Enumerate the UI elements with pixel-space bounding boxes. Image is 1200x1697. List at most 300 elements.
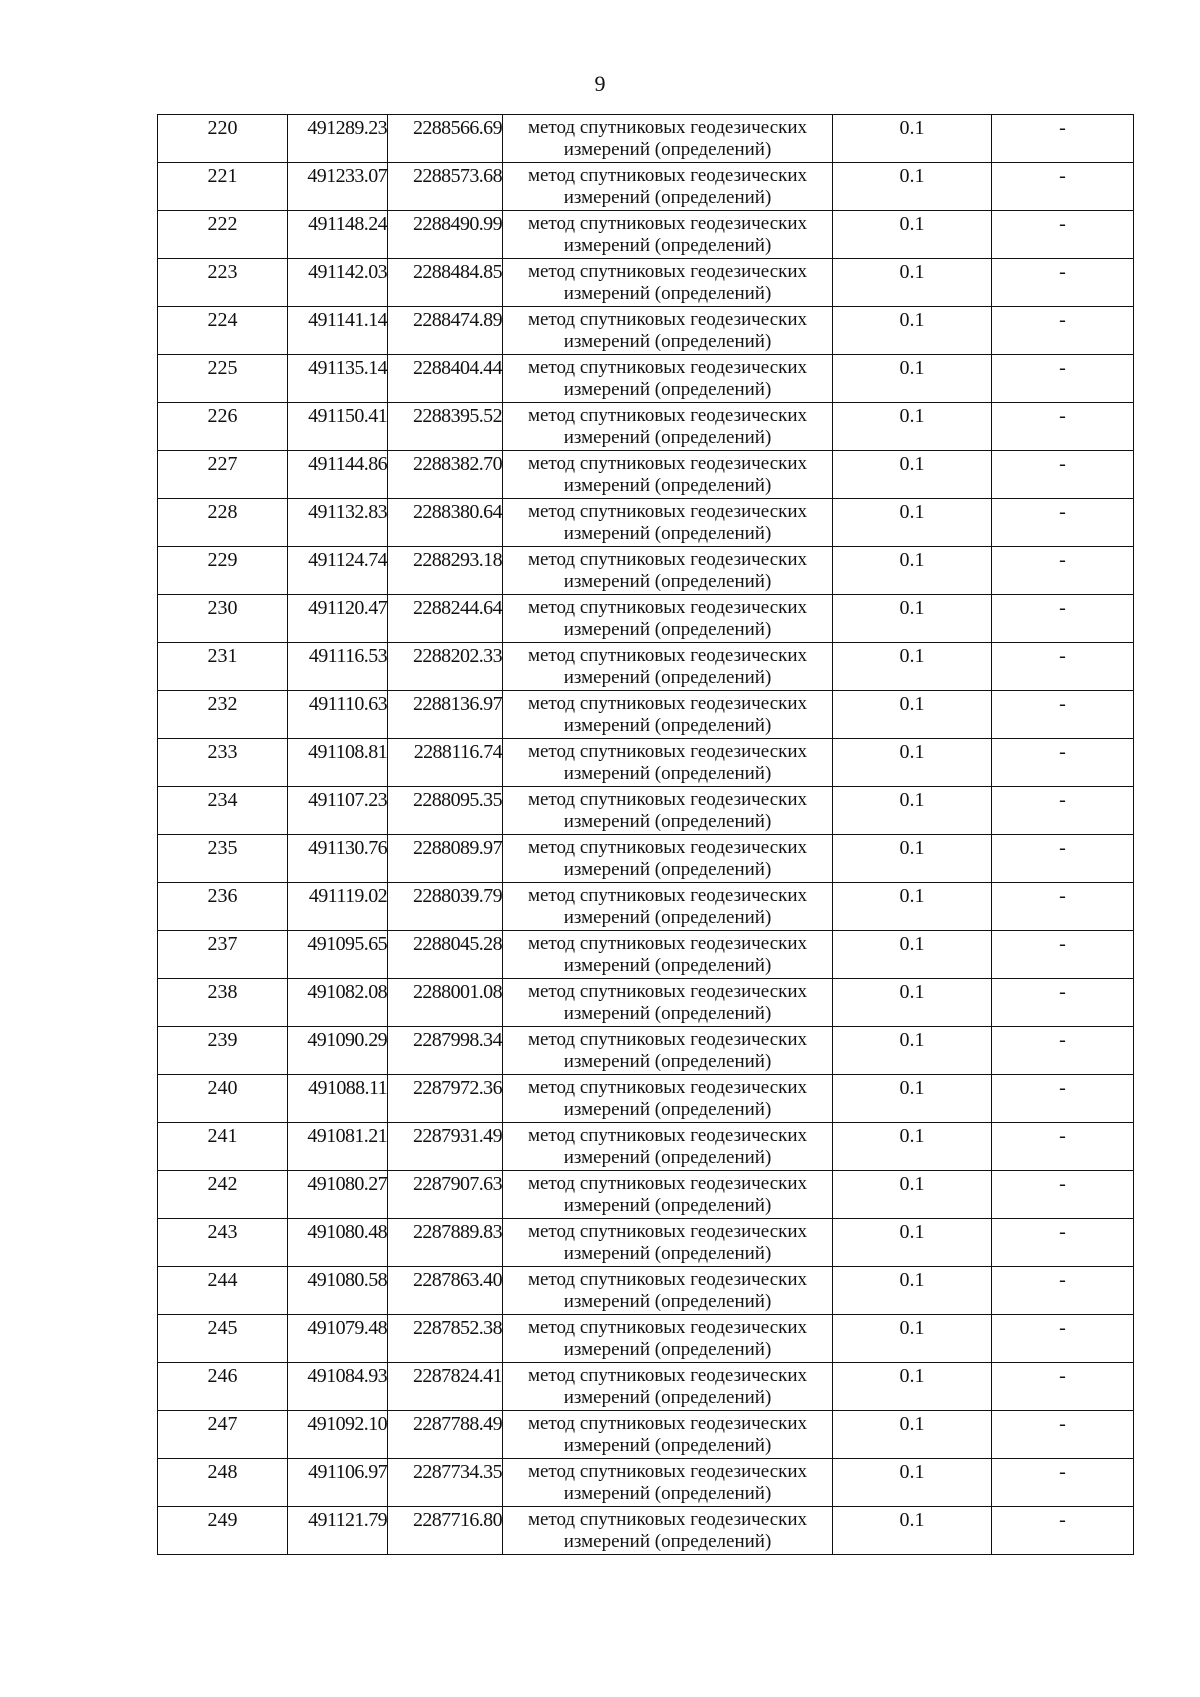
- accuracy-cell: [833, 1267, 992, 1315]
- note-cell: [992, 931, 1134, 979]
- method-cell: [503, 163, 833, 211]
- note-cell: [992, 1459, 1134, 1507]
- method-cell: [503, 403, 833, 451]
- x-coordinate-cell: [288, 787, 388, 835]
- note-cell-text: -: [1059, 549, 1066, 571]
- method-line2: измерений (определений): [563, 1339, 772, 1360]
- x-coordinate-cell: [288, 163, 388, 211]
- note-cell-text: -: [1059, 453, 1066, 475]
- x-coordinate-cell: [288, 643, 388, 691]
- method-line1: метод спутниковых геодезических: [527, 885, 808, 906]
- y-coordinate-cell-text: 2288404.44: [412, 357, 502, 379]
- note-cell: [992, 1411, 1134, 1459]
- note-cell: [992, 163, 1134, 211]
- note-cell: [992, 1315, 1134, 1363]
- accuracy-cell-text: 0.1: [899, 501, 925, 523]
- note-cell-text: -: [1059, 1317, 1066, 1339]
- method-cell: [503, 787, 833, 835]
- point-number-cell: [158, 307, 288, 355]
- note-cell-text: -: [1059, 1029, 1066, 1051]
- point-number-cell: [158, 1507, 288, 1555]
- point-number-cell-text: 223: [207, 261, 238, 283]
- x-coordinate-cell-text: 491110.63: [308, 693, 387, 715]
- y-coordinate-cell: [388, 691, 503, 739]
- point-number-cell: [158, 1411, 288, 1459]
- note-cell: [992, 691, 1134, 739]
- method-line1: метод спутниковых геодезических: [527, 549, 808, 570]
- y-coordinate-cell: [388, 835, 503, 883]
- method-line1: метод спутниковых геодезических: [527, 837, 808, 858]
- point-number-cell-text: 241: [207, 1125, 238, 1147]
- point-number-cell-text: 226: [207, 405, 238, 427]
- method-cell: [503, 643, 833, 691]
- table-row: [158, 163, 1134, 211]
- method-cell: [503, 835, 833, 883]
- y-coordinate-cell-text: 2288136.97: [412, 693, 502, 715]
- y-coordinate-cell-text: 2288095.35: [412, 789, 502, 811]
- accuracy-cell: [833, 979, 992, 1027]
- point-number-cell-text: 228: [207, 501, 238, 523]
- note-cell: [992, 1507, 1134, 1555]
- point-number-cell-text: 237: [207, 933, 238, 955]
- point-number-cell: [158, 1363, 288, 1411]
- method-line2: измерений (определений): [563, 907, 772, 928]
- method-cell: [503, 1315, 833, 1363]
- point-number-cell: [158, 451, 288, 499]
- point-number-cell: [158, 403, 288, 451]
- x-coordinate-cell-text: 491079.48: [307, 1317, 387, 1339]
- x-coordinate-cell-text: 491095.65: [307, 933, 387, 955]
- y-coordinate-cell-text: 2288573.68: [412, 165, 502, 187]
- note-cell-text: -: [1059, 789, 1066, 811]
- y-coordinate-cell: [388, 355, 503, 403]
- note-cell: [992, 1171, 1134, 1219]
- point-number-cell-text: 224: [207, 309, 238, 331]
- point-number-cell-text: 231: [207, 645, 238, 667]
- accuracy-cell-text: 0.1: [899, 1413, 925, 1435]
- method-line1: метод спутниковых геодезических: [527, 789, 808, 810]
- y-coordinate-cell-text: 2288244.64: [412, 597, 502, 619]
- note-cell: [992, 1027, 1134, 1075]
- accuracy-cell-text: 0.1: [899, 453, 925, 475]
- table-row: [158, 1459, 1134, 1507]
- method-line2: измерений (определений): [563, 1483, 772, 1504]
- x-coordinate-cell: [288, 307, 388, 355]
- method-cell: [503, 1027, 833, 1075]
- note-cell-text: -: [1059, 405, 1066, 427]
- x-coordinate-cell: [288, 931, 388, 979]
- x-coordinate-cell: [288, 1315, 388, 1363]
- y-coordinate-cell-text: 2287907.63: [412, 1173, 502, 1195]
- x-coordinate-cell: [288, 883, 388, 931]
- method-line1: метод спутниковых геодезических: [527, 309, 808, 330]
- point-number-cell-text: 229: [207, 549, 238, 571]
- point-number-cell: [158, 1459, 288, 1507]
- method-line1: метод спутниковых геодезических: [527, 981, 808, 1002]
- accuracy-cell: [833, 1219, 992, 1267]
- method-line2: измерений (определений): [563, 955, 772, 976]
- accuracy-cell: [833, 547, 992, 595]
- point-number-cell-text: 242: [207, 1173, 238, 1195]
- table-row: [158, 1075, 1134, 1123]
- method-cell: [503, 1363, 833, 1411]
- note-cell-text: -: [1059, 1509, 1066, 1531]
- y-coordinate-cell-text: 2287931.49: [412, 1125, 502, 1147]
- method-line1: метод спутниковых геодезических: [527, 1365, 808, 1386]
- accuracy-cell-text: 0.1: [899, 1317, 925, 1339]
- x-coordinate-cell-text: 491080.27: [307, 1173, 387, 1195]
- table-row: [158, 115, 1134, 163]
- accuracy-cell: [833, 1459, 992, 1507]
- method-line1: метод спутниковых геодезических: [527, 501, 808, 522]
- x-coordinate-cell-text: 491121.79: [308, 1509, 387, 1531]
- method-cell: [503, 259, 833, 307]
- accuracy-cell-text: 0.1: [899, 837, 925, 859]
- point-number-cell-text: 240: [207, 1077, 238, 1099]
- x-coordinate-cell-text: 491120.47: [308, 597, 387, 619]
- accuracy-cell-text: 0.1: [899, 165, 925, 187]
- method-line2: измерений (определений): [563, 283, 772, 304]
- method-line2: измерений (определений): [563, 235, 772, 256]
- x-coordinate-cell: [288, 1459, 388, 1507]
- x-coordinate-cell: [288, 403, 388, 451]
- point-number-cell: [158, 643, 288, 691]
- point-number-cell-text: 227: [207, 453, 238, 475]
- note-cell: [992, 355, 1134, 403]
- y-coordinate-cell: [388, 259, 503, 307]
- method-line2: измерений (определений): [563, 859, 772, 880]
- y-coordinate-cell: [388, 307, 503, 355]
- y-coordinate-cell-text: 2287716.80: [412, 1509, 502, 1531]
- method-line1: метод спутниковых геодезических: [527, 1509, 808, 1530]
- y-coordinate-cell-text: 2288001.08: [412, 981, 502, 1003]
- x-coordinate-cell-text: 491106.97: [308, 1461, 387, 1483]
- y-coordinate-cell-text: 2287852.38: [412, 1317, 502, 1339]
- x-coordinate-cell: [288, 1363, 388, 1411]
- method-cell: [503, 547, 833, 595]
- point-number-cell: [158, 739, 288, 787]
- x-coordinate-cell: [288, 259, 388, 307]
- x-coordinate-cell-text: 491081.21: [307, 1125, 387, 1147]
- method-line2: измерений (определений): [563, 475, 772, 496]
- note-cell: [992, 403, 1134, 451]
- y-coordinate-cell: [388, 1411, 503, 1459]
- x-coordinate-cell-text: 491142.03: [308, 261, 387, 283]
- y-coordinate-cell-text: 2287998.34: [412, 1029, 502, 1051]
- y-coordinate-cell: [388, 739, 503, 787]
- method-line2: измерений (определений): [563, 379, 772, 400]
- note-cell: [992, 1363, 1134, 1411]
- y-coordinate-cell: [388, 1267, 503, 1315]
- method-cell: [503, 979, 833, 1027]
- method-line2: измерений (определений): [563, 1195, 772, 1216]
- method-line2: измерений (определений): [563, 1243, 772, 1264]
- x-coordinate-cell: [288, 979, 388, 1027]
- method-cell: [503, 883, 833, 931]
- note-cell: [992, 499, 1134, 547]
- table-row: [158, 1027, 1134, 1075]
- y-coordinate-cell: [388, 1315, 503, 1363]
- table-row: [158, 979, 1134, 1027]
- note-cell: [992, 739, 1134, 787]
- method-line1: метод спутниковых геодезических: [527, 693, 808, 714]
- point-number-cell-text: 246: [207, 1365, 238, 1387]
- x-coordinate-cell-text: 491090.29: [307, 1029, 387, 1051]
- accuracy-cell: [833, 1411, 992, 1459]
- x-coordinate-cell-text: 491130.76: [308, 837, 387, 859]
- method-cell: [503, 1507, 833, 1555]
- method-cell: [503, 1219, 833, 1267]
- y-coordinate-cell: [388, 1459, 503, 1507]
- x-coordinate-cell-text: 491148.24: [308, 213, 387, 235]
- y-coordinate-cell: [388, 547, 503, 595]
- y-coordinate-cell-text: 2288039.79: [412, 885, 502, 907]
- table-row: [158, 1315, 1134, 1363]
- x-coordinate-cell-text: 491092.10: [307, 1413, 387, 1435]
- accuracy-cell-text: 0.1: [899, 741, 925, 763]
- accuracy-cell-text: 0.1: [899, 1029, 925, 1051]
- method-line2: измерений (определений): [563, 811, 772, 832]
- accuracy-cell: [833, 643, 992, 691]
- note-cell: [992, 595, 1134, 643]
- table-row: [158, 595, 1134, 643]
- point-number-cell: [158, 835, 288, 883]
- note-cell-text: -: [1059, 501, 1066, 523]
- x-coordinate-cell: [288, 595, 388, 643]
- point-number-cell: [158, 1315, 288, 1363]
- method-line1: метод спутниковых геодезических: [527, 645, 808, 666]
- accuracy-cell: [833, 1363, 992, 1411]
- point-number-cell: [158, 883, 288, 931]
- accuracy-cell-text: 0.1: [899, 1173, 925, 1195]
- x-coordinate-cell-text: 491289.23: [307, 117, 387, 139]
- note-cell-text: -: [1059, 261, 1066, 283]
- method-line1: метод спутниковых геодезических: [527, 261, 808, 282]
- method-line2: измерений (определений): [563, 427, 772, 448]
- note-cell-text: -: [1059, 117, 1066, 139]
- method-line1: метод спутниковых геодезических: [527, 165, 808, 186]
- note-cell-text: -: [1059, 357, 1066, 379]
- accuracy-cell-text: 0.1: [899, 645, 925, 667]
- point-number-cell-text: 230: [207, 597, 238, 619]
- method-line2: измерений (определений): [563, 187, 772, 208]
- y-coordinate-cell: [388, 643, 503, 691]
- point-number-cell-text: 247: [207, 1413, 238, 1435]
- method-line2: измерений (определений): [563, 619, 772, 640]
- point-number-cell-text: 220: [207, 117, 238, 139]
- method-cell: [503, 691, 833, 739]
- method-line1: метод спутниковых геодезических: [527, 213, 808, 234]
- x-coordinate-cell-text: 491141.14: [308, 309, 387, 331]
- point-number-cell: [158, 355, 288, 403]
- note-cell-text: -: [1059, 1269, 1066, 1291]
- note-cell-text: -: [1059, 981, 1066, 1003]
- note-cell: [992, 883, 1134, 931]
- method-line1: метод спутниковых геодезических: [527, 453, 808, 474]
- note-cell-text: -: [1059, 933, 1066, 955]
- note-cell-text: -: [1059, 1077, 1066, 1099]
- note-cell: [992, 451, 1134, 499]
- accuracy-cell: [833, 1075, 992, 1123]
- point-number-cell: [158, 259, 288, 307]
- x-coordinate-cell-text: 491107.23: [308, 789, 387, 811]
- x-coordinate-cell-text: 491080.48: [307, 1221, 387, 1243]
- x-coordinate-cell-text: 491119.02: [308, 885, 387, 907]
- point-number-cell-text: 245: [207, 1317, 238, 1339]
- accuracy-cell: [833, 403, 992, 451]
- method-line2: измерений (определений): [563, 667, 772, 688]
- note-cell-text: -: [1059, 837, 1066, 859]
- x-coordinate-cell: [288, 1411, 388, 1459]
- x-coordinate-cell-text: 491084.93: [307, 1365, 387, 1387]
- note-cell-text: -: [1059, 1365, 1066, 1387]
- method-line2: измерений (определений): [563, 1435, 772, 1456]
- table-row: [158, 787, 1134, 835]
- x-coordinate-cell-text: 491135.14: [308, 357, 387, 379]
- accuracy-cell: [833, 1315, 992, 1363]
- note-cell-text: -: [1059, 213, 1066, 235]
- table-row: [158, 1171, 1134, 1219]
- method-line1: метод спутниковых геодезических: [527, 1461, 808, 1482]
- table-row: [158, 1411, 1134, 1459]
- method-cell: [503, 211, 833, 259]
- note-cell: [992, 259, 1134, 307]
- y-coordinate-cell-text: 2288566.69: [412, 117, 502, 139]
- note-cell: [992, 547, 1134, 595]
- accuracy-cell-text: 0.1: [899, 1269, 925, 1291]
- accuracy-cell-text: 0.1: [899, 933, 925, 955]
- x-coordinate-cell: [288, 115, 388, 163]
- accuracy-cell: [833, 355, 992, 403]
- x-coordinate-cell: [288, 1075, 388, 1123]
- point-number-cell: [158, 1267, 288, 1315]
- accuracy-cell: [833, 787, 992, 835]
- y-coordinate-cell-text: 2287863.40: [412, 1269, 502, 1291]
- y-coordinate-cell: [388, 499, 503, 547]
- y-coordinate-cell-text: 2287972.36: [412, 1077, 502, 1099]
- table-row: [158, 211, 1134, 259]
- accuracy-cell-text: 0.1: [899, 357, 925, 379]
- method-line2: измерений (определений): [563, 1147, 772, 1168]
- note-cell-text: -: [1059, 693, 1066, 715]
- method-line1: метод спутниковых геодезических: [527, 357, 808, 378]
- x-coordinate-cell-text: 491080.58: [307, 1269, 387, 1291]
- accuracy-cell: [833, 499, 992, 547]
- y-coordinate-cell: [388, 979, 503, 1027]
- point-number-cell: [158, 1027, 288, 1075]
- point-number-cell-text: 243: [207, 1221, 238, 1243]
- point-number-cell-text: 248: [207, 1461, 238, 1483]
- method-line1: метод спутниковых геодезических: [527, 1029, 808, 1050]
- method-cell: [503, 307, 833, 355]
- method-cell: [503, 499, 833, 547]
- method-line2: измерений (определений): [563, 1387, 772, 1408]
- y-coordinate-cell-text: 2287788.49: [412, 1413, 502, 1435]
- method-cell: [503, 115, 833, 163]
- point-number-cell: [158, 1123, 288, 1171]
- accuracy-cell-text: 0.1: [899, 1077, 925, 1099]
- point-number-cell: [158, 211, 288, 259]
- point-number-cell-text: 238: [207, 981, 238, 1003]
- y-coordinate-cell: [388, 403, 503, 451]
- point-number-cell: [158, 163, 288, 211]
- accuracy-cell: [833, 691, 992, 739]
- x-coordinate-cell: [288, 691, 388, 739]
- method-line2: измерений (определений): [563, 1051, 772, 1072]
- point-number-cell: [158, 1219, 288, 1267]
- accuracy-cell-text: 0.1: [899, 1509, 925, 1531]
- method-cell: [503, 1171, 833, 1219]
- accuracy-cell: [833, 1123, 992, 1171]
- method-line2: измерений (определений): [563, 571, 772, 592]
- method-line1: метод спутниковых геодезических: [527, 1317, 808, 1338]
- point-number-cell: [158, 1075, 288, 1123]
- y-coordinate-cell-text: 2288395.52: [412, 405, 502, 427]
- y-coordinate-cell-text: 2288202.33: [412, 645, 502, 667]
- y-coordinate-cell-text: 2288474.89: [412, 309, 502, 331]
- note-cell: [992, 1075, 1134, 1123]
- y-coordinate-cell: [388, 211, 503, 259]
- accuracy-cell-text: 0.1: [899, 597, 925, 619]
- note-cell: [992, 115, 1134, 163]
- accuracy-cell-text: 0.1: [899, 1221, 925, 1243]
- point-number-cell-text: 221: [207, 165, 238, 187]
- x-coordinate-cell-text: 491108.81: [308, 741, 387, 763]
- method-line2: измерений (определений): [563, 1531, 772, 1552]
- accuracy-cell-text: 0.1: [899, 213, 925, 235]
- method-cell: [503, 355, 833, 403]
- y-coordinate-cell: [388, 787, 503, 835]
- note-cell: [992, 787, 1134, 835]
- y-coordinate-cell-text: 2288089.97: [412, 837, 502, 859]
- note-cell: [992, 835, 1134, 883]
- method-line1: метод спутниковых геодезических: [527, 1413, 808, 1434]
- table-row: [158, 403, 1134, 451]
- accuracy-cell-text: 0.1: [899, 981, 925, 1003]
- point-number-cell: [158, 499, 288, 547]
- point-number-cell: [158, 547, 288, 595]
- table-row: [158, 451, 1134, 499]
- point-number-cell: [158, 115, 288, 163]
- x-coordinate-cell: [288, 1123, 388, 1171]
- method-cell: [503, 595, 833, 643]
- y-coordinate-cell-text: 2288116.74: [413, 741, 502, 763]
- method-line2: измерений (определений): [563, 523, 772, 544]
- method-line2: измерений (определений): [563, 1099, 772, 1120]
- method-line1: метод спутниковых геодезических: [527, 1269, 808, 1290]
- accuracy-cell-text: 0.1: [899, 1365, 925, 1387]
- y-coordinate-cell: [388, 163, 503, 211]
- method-cell: [503, 1459, 833, 1507]
- method-line1: метод спутниковых геодезических: [527, 1221, 808, 1242]
- note-cell-text: -: [1059, 1413, 1066, 1435]
- point-number-cell-text: 244: [207, 1269, 238, 1291]
- method-line1: метод спутниковых геодезических: [527, 1173, 808, 1194]
- y-coordinate-cell: [388, 595, 503, 643]
- note-cell: [992, 979, 1134, 1027]
- accuracy-cell: [833, 163, 992, 211]
- table-row: [158, 1363, 1134, 1411]
- table-row: [158, 499, 1134, 547]
- x-coordinate-cell: [288, 211, 388, 259]
- x-coordinate-cell: [288, 739, 388, 787]
- point-number-cell-text: 234: [207, 789, 238, 811]
- point-number-cell: [158, 787, 288, 835]
- x-coordinate-cell: [288, 835, 388, 883]
- x-coordinate-cell-text: 491233.07: [307, 165, 387, 187]
- note-cell: [992, 1123, 1134, 1171]
- note-cell-text: -: [1059, 597, 1066, 619]
